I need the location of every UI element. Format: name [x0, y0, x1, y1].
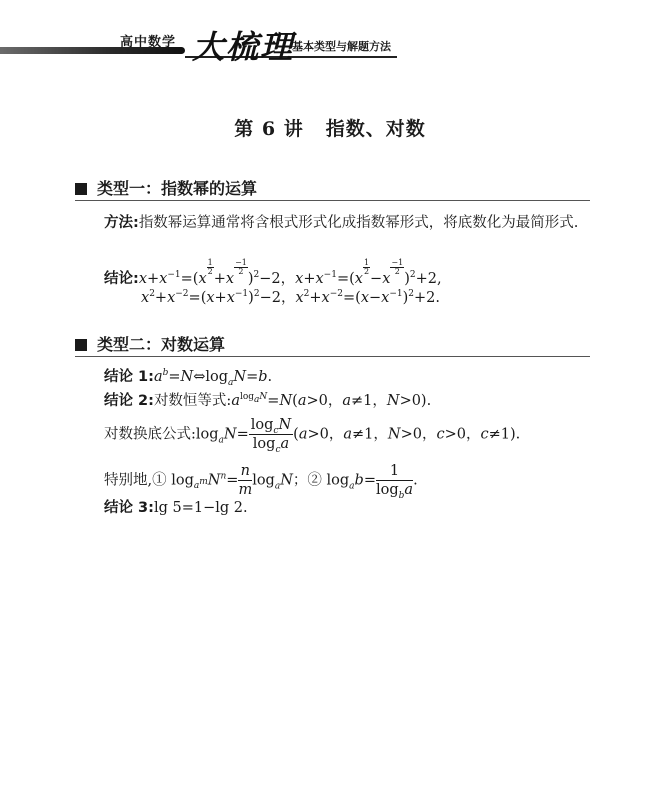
- conclusion-3: [104, 495, 594, 521]
- lecture-number: 第 6 讲: [234, 118, 304, 140]
- change-of-base-text: 对数换底公式:: [104, 426, 196, 443]
- section-heading-text: 类型一：指数幂的运算: [97, 179, 258, 198]
- change-of-base-formula: 对数换底公式$:\log_aN=$ $\frac{\log_cN}{\log_ca}$ (a>0，a≠1，N>0，c>0，c≠1).: [104, 417, 521, 455]
- lecture-name: 指数、对数: [325, 118, 426, 140]
- method-text: 指数幂运算通常将含根式形式化成指数幂形式，将底数化为最简形式.: [138, 215, 579, 231]
- conclusion-1: 结论 $1:a^b=N\Leftrightarrow\log_aN=b$.: [104, 368, 273, 388]
- conclusion-formula-1: 结论$:x+x^{-1}=(x$ $\frac{1}{2}$ +x $\frac{-1}{2}$ )$^2$−2，$x+x^{-1}=(x$ $\frac{1}{2}$ −x $\frac{-1}{2}$ )$^2$+2,: [104, 258, 442, 287]
- bullet-square-icon: [75, 183, 87, 195]
- method-paragraph: [75, 210, 590, 236]
- method-label: 方法:: [104, 215, 139, 231]
- bullet-square-icon: [75, 339, 87, 351]
- conclusion-3-formula: lg 5=1−lg 2.: [153, 500, 248, 516]
- header-description: 基本类型与解题方法: [292, 40, 391, 53]
- section-heading-text: 类型二：对数运算: [97, 335, 226, 354]
- page-header: [0, 0, 660, 70]
- conclusion-1-label: 结论 1:: [104, 369, 154, 385]
- section-heading-logarithm: [75, 332, 590, 357]
- section-heading-exponent: [75, 176, 590, 201]
- lecture-title: [0, 114, 660, 141]
- conclusion-2: 结论 2:对数恒等式$:a^{log_aN}=N(a>0$，a≠1，N>0).: [104, 392, 432, 409]
- conclusion-formula-2: $x^2+x^{-2}=(x+x^{-1})^2-2$，$x^2+x^{-2}=(x-x^{-1})^2+2$.: [141, 289, 441, 306]
- conclusion-2-label: 结论 2:: [104, 393, 154, 409]
- special-case-formulas: 特别地,① $\log_{a^m}N^n=$ $\frac{n}{m}$ $\log_aN$；② $\log_ab=$ $\frac{1}{\log_ba}$ .: [104, 463, 418, 501]
- header-subject: 高中数学: [120, 35, 177, 50]
- conclusion-2-text: 对数恒等式:: [153, 393, 232, 409]
- conclusion-label: 结论:: [104, 271, 139, 287]
- special-case-text: 特别地,: [104, 472, 153, 489]
- header-brand-logo: 大梳理: [192, 28, 295, 66]
- conclusion-3-label: 结论 3:: [104, 500, 154, 516]
